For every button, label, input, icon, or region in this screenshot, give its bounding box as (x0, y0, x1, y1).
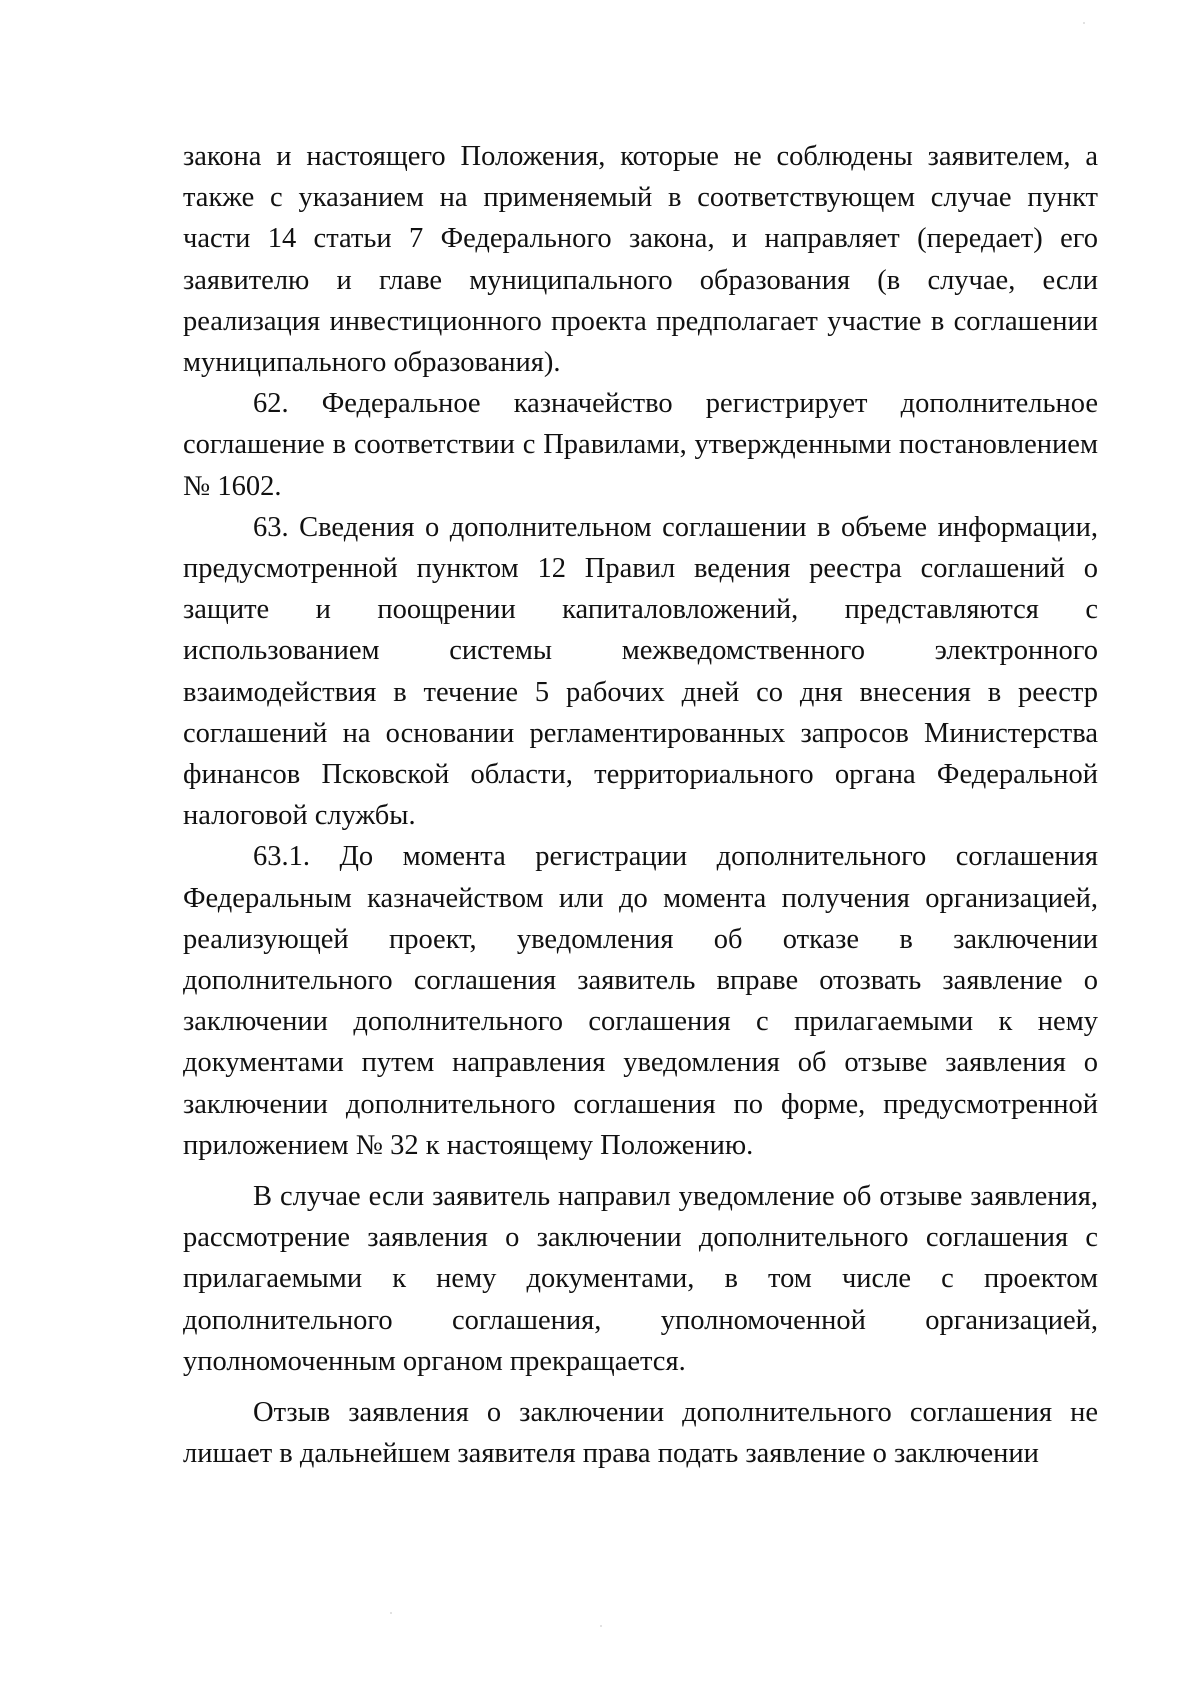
paragraph-62: 62. Федеральное казначейство регистрирует дополнительное соглашение в соответствии с Правилами, утвержденными постановлением № 1602. (183, 388, 1098, 502)
paragraph-63-1: 63.1. До момента регистрации дополнительного соглашения Федеральным казначейством или до момента получения организацией, реализующей проект, уведомления об отказе в заключении дополнительного соглашения заявитель вправе отозвать заявление о заключении дополнительного соглашения с прилагаемыми к нему документами путем направления уведомления об отзыве заявления о заключении дополнительного соглашения по форме, предусмотренной приложением № 32 к настоящему Положению. (183, 841, 1098, 1161)
scan-speck (600, 1625, 602, 1627)
paragraph-63: 63. Сведения о дополнительном соглашении в объеме информации, предусмотренной пунктом 12 Правил ведения реестра соглашений о защите и поощрении капиталовложений, представляются с использованием системы межведомственного электронного взаимодействия в течение 5 рабочих дней со дня внесения в реестр соглашений на основании регламентированных запросов Министерства финансов Псковской области, территориального органа Федеральной налоговой службы. (183, 511, 1098, 832)
paragraph-withdrawal-case: В случае если заявитель направил уведомление об отзыве заявления, рассмотрение заявления о заключении дополнительного соглашения с прилагаемыми к нему документами, в том числе с проектом дополнительного соглашения, уполномоченной организацией, уполномоченным органом прекращается. (183, 1181, 1098, 1377)
scan-speck (1083, 22, 1085, 24)
scan-speck (390, 1612, 392, 1614)
paragraph-withdrawal-effect: Отзыв заявления о заключении дополнительного соглашения не лишает в дальнейшем заявителя права подать заявление о заключении (183, 1397, 1098, 1470)
document-body (183, 136, 1098, 1475)
paragraph-continuation: закона и настоящего Положения, которые не соблюдены заявителем, а также с указанием на применяемый в соответствующем случае пункт части 14 статьи 7 Федерального закона, и направляет (передает) его заявителю и главе муниципального образования (в случае, если реализация инвестиционного проекта предполагает участие в соглашении муниципального образования). (183, 141, 1098, 379)
